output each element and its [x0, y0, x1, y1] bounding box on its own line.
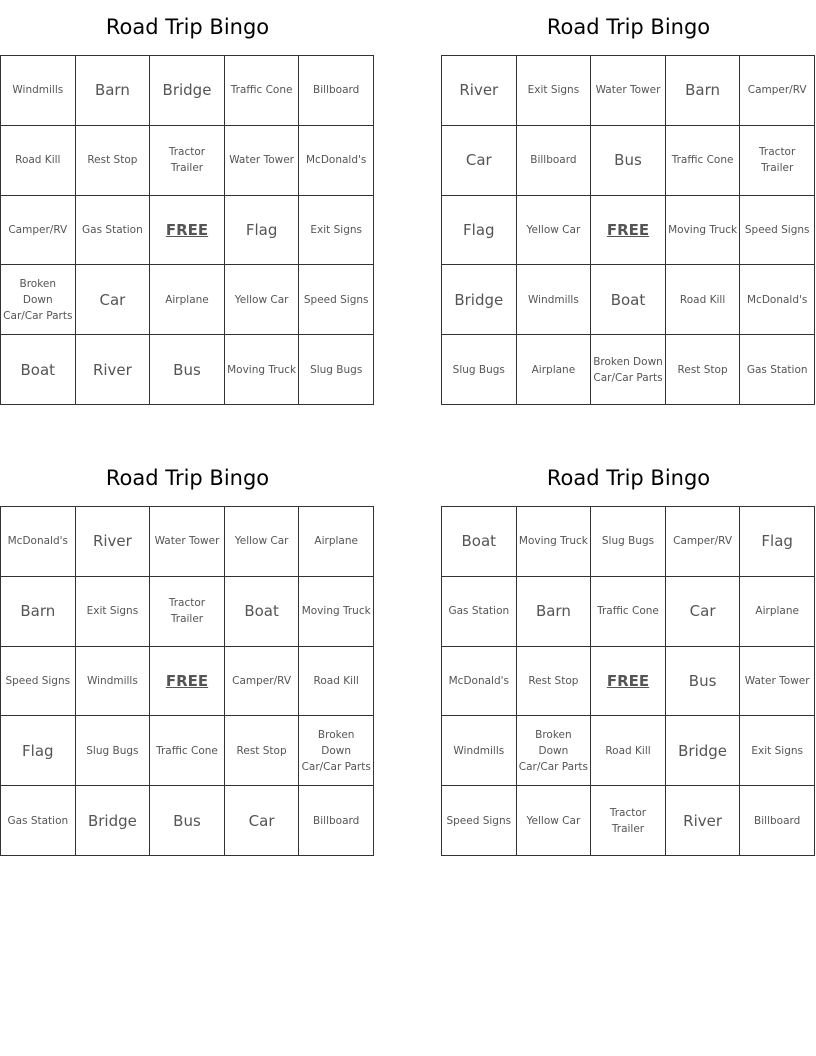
bingo-cell: Camper/RV: [1, 196, 76, 266]
bingo-cell: Moving Truck: [666, 196, 741, 266]
bingo-cell: River: [76, 335, 151, 405]
bingo-cell: Bus: [666, 647, 741, 717]
bingo-cell: Boat: [225, 577, 300, 647]
bingo-cell: Flag: [740, 507, 815, 577]
bingo-cell: Flag: [442, 196, 517, 266]
bingo-cell: Windmills: [1, 56, 76, 126]
bingo-cell: Road Kill: [299, 647, 374, 717]
bingo-cell: Moving Truck: [299, 577, 374, 647]
bingo-cell: Yellow Car: [517, 786, 592, 856]
free-space-cell: FREE: [150, 647, 225, 717]
bingo-cell: Traffic Cone: [150, 716, 225, 786]
bingo-grid: [0, 55, 374, 405]
bingo-cell: Tractor Trailer: [150, 577, 225, 647]
bingo-cell: Broken Down Car/Car Parts: [299, 716, 374, 786]
bingo-cell: Road Kill: [591, 716, 666, 786]
bingo-cell: Barn: [1, 577, 76, 647]
bingo-cell: Airplane: [299, 507, 374, 577]
bingo-cell: Yellow Car: [517, 196, 592, 266]
bingo-cell: Bridge: [666, 716, 741, 786]
bingo-cell: McDonald's: [1, 507, 76, 577]
bingo-cell: Gas Station: [740, 335, 815, 405]
bingo-cell: Flag: [225, 196, 300, 266]
bingo-cell: McDonald's: [299, 126, 374, 196]
bingo-cell: Bus: [150, 786, 225, 856]
bingo-cell: Billboard: [517, 126, 592, 196]
bingo-cell: Moving Truck: [517, 507, 592, 577]
bingo-cell: Gas Station: [76, 196, 151, 266]
bingo-cell: Tractor Trailer: [591, 786, 666, 856]
bingo-cell: Car: [225, 786, 300, 856]
bingo-cell: Water Tower: [591, 56, 666, 126]
free-space-cell: FREE: [150, 196, 225, 266]
bingo-cell: Barn: [666, 56, 741, 126]
bingo-cell: Slug Bugs: [442, 335, 517, 405]
bingo-cell: Barn: [517, 577, 592, 647]
bingo-cell: River: [666, 786, 741, 856]
bingo-grid: [0, 506, 374, 856]
bingo-cell: Road Kill: [666, 265, 741, 335]
bingo-cell: Exit Signs: [740, 716, 815, 786]
bingo-cell: Exit Signs: [76, 577, 151, 647]
card-title: Road Trip Bingo: [546, 466, 711, 490]
bingo-cell: Billboard: [299, 56, 374, 126]
bingo-cell: Water Tower: [150, 507, 225, 577]
bingo-cell: Traffic Cone: [666, 126, 741, 196]
bingo-cell: Exit Signs: [517, 56, 592, 126]
bingo-cell: Bus: [150, 335, 225, 405]
bingo-cell: Boat: [591, 265, 666, 335]
bingo-cell: Camper/RV: [666, 507, 741, 577]
bingo-cell: Tractor Trailer: [150, 126, 225, 196]
free-space-cell: FREE: [591, 647, 666, 717]
bingo-cell: Road Kill: [1, 126, 76, 196]
bingo-cell: Windmills: [442, 716, 517, 786]
bingo-cell: Speed Signs: [740, 196, 815, 266]
bingo-cell: Rest Stop: [517, 647, 592, 717]
bingo-cell: Slug Bugs: [76, 716, 151, 786]
bingo-cell: Flag: [1, 716, 76, 786]
bingo-cell: Windmills: [76, 647, 151, 717]
bingo-cell: Yellow Car: [225, 265, 300, 335]
bingo-cell: Yellow Car: [225, 507, 300, 577]
bingo-cell: McDonald's: [442, 647, 517, 717]
bingo-cell: Bridge: [442, 265, 517, 335]
bingo-cell: Gas Station: [1, 786, 76, 856]
bingo-cell: Moving Truck: [225, 335, 300, 405]
bingo-cell: Broken Down Car/Car Parts: [1, 265, 76, 335]
bingo-cell: Exit Signs: [299, 196, 374, 266]
free-space-cell: FREE: [591, 196, 666, 266]
bingo-cell: Gas Station: [442, 577, 517, 647]
card-title: Road Trip Bingo: [546, 15, 711, 39]
bingo-cell: Rest Stop: [225, 716, 300, 786]
bingo-cell: Broken Down Car/Car Parts: [517, 716, 592, 786]
bingo-cell: River: [76, 507, 151, 577]
bingo-cell: McDonald's: [740, 265, 815, 335]
bingo-cell: Bridge: [150, 56, 225, 126]
bingo-cell: Camper/RV: [225, 647, 300, 717]
bingo-cell: Barn: [76, 56, 151, 126]
bingo-cell: Boat: [1, 335, 76, 405]
bingo-cell: Billboard: [299, 786, 374, 856]
bingo-cell: Bus: [591, 126, 666, 196]
bingo-cell: Traffic Cone: [225, 56, 300, 126]
bingo-cell: Airplane: [740, 577, 815, 647]
bingo-cell: Speed Signs: [1, 647, 76, 717]
bingo-cell: Slug Bugs: [299, 335, 374, 405]
bingo-cell: Traffic Cone: [591, 577, 666, 647]
bingo-cell: Billboard: [740, 786, 815, 856]
bingo-cell: Windmills: [517, 265, 592, 335]
bingo-cell: Airplane: [150, 265, 225, 335]
card-title: Road Trip Bingo: [105, 466, 270, 490]
bingo-cell: Camper/RV: [740, 56, 815, 126]
bingo-cell: Car: [76, 265, 151, 335]
card-title: Road Trip Bingo: [105, 15, 270, 39]
bingo-cell: Airplane: [517, 335, 592, 405]
bingo-cell: Water Tower: [740, 647, 815, 717]
bingo-cell: Rest Stop: [76, 126, 151, 196]
bingo-cell: Car: [666, 577, 741, 647]
bingo-cell: Boat: [442, 507, 517, 577]
bingo-cell: Water Tower: [225, 126, 300, 196]
bingo-cell: Broken Down Car/Car Parts: [591, 335, 666, 405]
bingo-grid: [441, 506, 815, 856]
bingo-cell: Bridge: [76, 786, 151, 856]
bingo-cell: Tractor Trailer: [740, 126, 815, 196]
bingo-grid: [441, 55, 815, 405]
bingo-cell: River: [442, 56, 517, 126]
bingo-cell: Slug Bugs: [591, 507, 666, 577]
bingo-cell: Speed Signs: [442, 786, 517, 856]
bingo-cell: Car: [442, 126, 517, 196]
bingo-cell: Speed Signs: [299, 265, 374, 335]
bingo-cell: Rest Stop: [666, 335, 741, 405]
